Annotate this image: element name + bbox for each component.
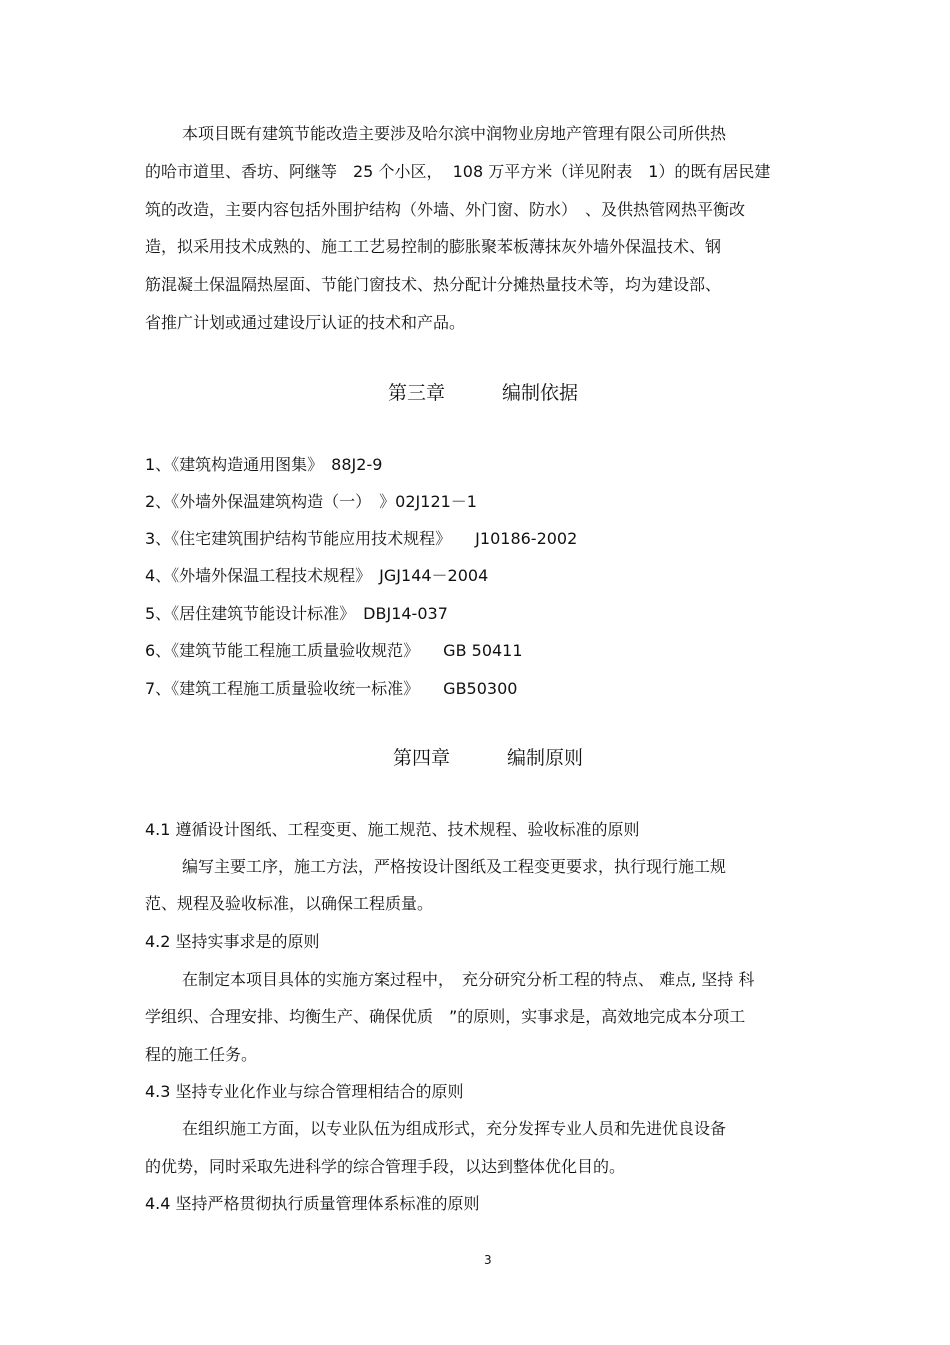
intro-line: 造，拟采用技术成熟的、施工工艺易控制的膨胀聚苯板薄抹灰外墙外保温技术、钢 (145, 237, 722, 256)
section-4-3-heading: 4.3 坚持专业化作业与综合管理相结合的原则 (145, 1082, 464, 1101)
section-4-2-line: 学组织、合理安排、均衡生产、确保优质 ”的原则，实事求是，高效地完成本分项工 (145, 1007, 746, 1026)
section-4-2-heading: 4.2 坚持实事求是的原则 (145, 932, 320, 951)
reference-item: 4、《外墙外保温工程技术规程》 JGJ144－2004 (145, 566, 489, 585)
chapter-4-title: 第四章 编制原则 (393, 747, 584, 769)
reference-item: 2、《外墙外保温建筑构造（一） 》02J121－1 (145, 492, 477, 511)
reference-item: 5、《居住建筑节能设计标准》 DBJ14-037 (145, 604, 448, 623)
section-4-1-heading: 4.1 遵循设计图纸、工程变更、施工规范、技术规程、验收标准的原则 (145, 820, 640, 839)
intro-line: 省推广计划或通过建设厅认证的技术和产品。 (145, 313, 466, 332)
section-4-1-line: 范、规程及验收标准，以确保工程质量。 (145, 894, 434, 913)
section-4-1-line: 编写主要工序，施工方法，严格按设计图纸及工程变更要求，执行现行施工规 (182, 857, 727, 876)
section-4-3-line: 的优势，同时采取先进科学的综合管理手段，以达到整体优化目的。 (145, 1157, 626, 1176)
section-4-2-line: 程的施工任务。 (145, 1045, 258, 1064)
intro-line: 筋混凝土保温隔热屋面、节能门窗技术、热分配计分摊热量技术等，均为建设部、 (145, 275, 722, 294)
chapter-3-title: 第三章 编制依据 (388, 382, 579, 404)
section-4-3-line: 在组织施工方面，以专业队伍为组成形式，充分发挥专业人员和先进优良设备 (182, 1119, 727, 1138)
reference-item: 3、《住宅建筑围护结构节能应用技术规程》 J10186-2002 (145, 529, 578, 548)
intro-line: 筑的改造，主要内容包括外围护结构（外墙、外门窗、防水） 、及供热管网热平衡改 (145, 200, 746, 219)
reference-item: 1、《建筑构造通用图集》 88J2-9 (145, 455, 383, 474)
reference-item: 6、《建筑节能工程施工质量验收规范》 GB 50411 (145, 641, 523, 660)
section-4-4-heading: 4.4 坚持严格贯彻执行质量管理体系标准的原则 (145, 1194, 480, 1213)
section-4-2-line: 在制定本项目具体的实施方案过程中， 充分研究分析工程的特点、 难点, 坚持 科 (182, 970, 755, 989)
reference-item: 7、《建筑工程施工质量验收统一标准》 GB50300 (145, 679, 518, 698)
page-number: 3 (484, 1253, 492, 1267)
intro-line: 本项目既有建筑节能改造主要涉及哈尔滨中润物业房地产管理有限公司所供热 (182, 124, 727, 143)
intro-line: 的哈市道里、香坊、阿继等 25 个小区， 108 万平方米（详见附表 1）的既有居民建 (145, 162, 771, 181)
